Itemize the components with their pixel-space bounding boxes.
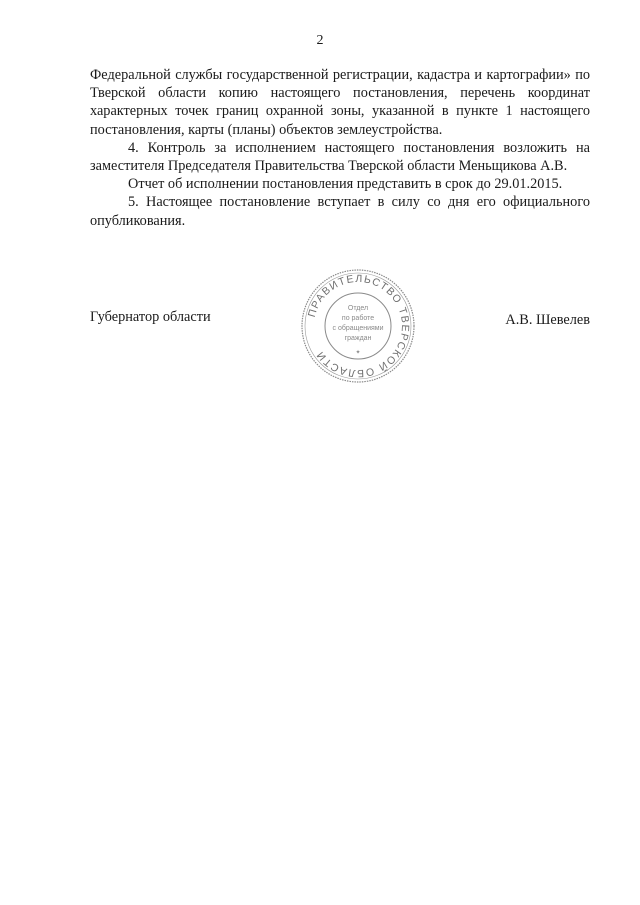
- paragraph-4: 4. Контроль за исполнением настоящего постановления возложить на заместителя Председателя Правительства Тверской области Меньщикова А.В.: [90, 139, 590, 175]
- svg-text:по работе: по работе: [341, 315, 375, 322]
- signatory-role: Губернатор области: [90, 309, 211, 325]
- svg-text:с обращениями: с обращениями: [332, 325, 384, 332]
- document-body: [90, 66, 590, 230]
- svg-text:ПРАВИТЕЛЬСТВО ТВЕРСКОЙ ОБЛАСТИ: ПРАВИТЕЛЬСТВО ТВЕРСКОЙ ОБЛАСТИ: [305, 272, 412, 380]
- official-seal-stamp: [300, 268, 416, 384]
- signatory-name: А.В. Шевелев: [505, 312, 590, 328]
- svg-text:Отдел: Отдел: [347, 305, 369, 312]
- paragraph-report: Отчет об исполнении постановления представить в срок до 29.01.2015.: [128, 176, 563, 193]
- paragraph-continuation: Федеральной службы государственной регистрации, кадастра и картографии» по Тверской области копию настоящего постановления, перечень координат характерных точек границ охранной зоны, указанной в пункте 1 настоящего постановления, карты (планы) объектов землеустройства.: [90, 67, 590, 138]
- page-number: 2: [316, 33, 324, 48]
- paragraph-5: 5. Настоящее постановление вступает в силу со дня его официального опубликования.: [90, 194, 590, 229]
- svg-text:граждан: граждан: [344, 335, 372, 342]
- svg-text:✦: ✦: [355, 350, 361, 356]
